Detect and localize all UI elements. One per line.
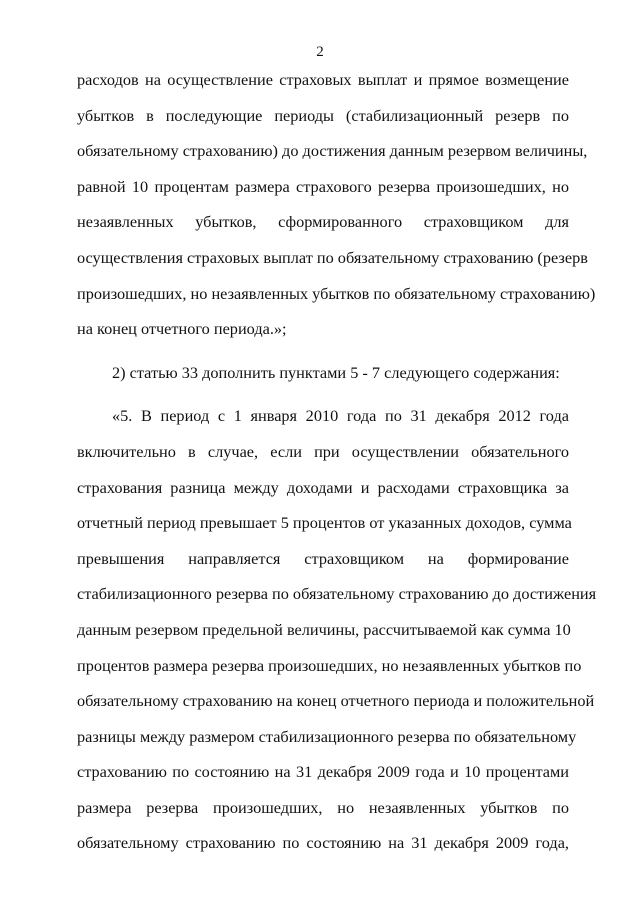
text-line: обязательному страхованию по состоянию на 31 декабря 2009 года,: [77, 833, 569, 853]
text-line: расходов на осуществление страховых выплат и прямое возмещение: [77, 70, 569, 89]
text-line: страхования разница между доходами и расходами страховщика за: [77, 477, 569, 497]
text-line: стабилизационного резерва по обязательному страхованию до достижения: [77, 584, 597, 604]
text-line: страхованию по состоянию на 31 декабря 2009 года и 10 процентами: [77, 762, 569, 782]
paragraph-first-line: 2) статью 33 дополнить пунктами 5 - 7 следующего содержания:: [112, 362, 560, 382]
document-body: [77, 62, 597, 861]
text-line: процентов размера резерва произошедших, но незаявленных убытков по: [77, 655, 582, 675]
text-line: на конец отчетного периода.»;: [77, 319, 287, 339]
text-line: разницы между размером стабилизационного резерва по обязательному: [77, 726, 577, 746]
text-line: превышения направляется страховщиком на формирование: [77, 548, 569, 568]
text-line: отчетный период превышает 5 процентов от указанных доходов, сумма: [77, 513, 572, 533]
text-line: незаявленных убытков, сформированного страховщиком для: [77, 212, 569, 232]
text-line: данным резервом предельной величины, рассчитываемой как сумма 10: [77, 619, 571, 639]
text-line: осуществления страховых выплат по обязательному страхованию (резерв: [77, 247, 588, 267]
text-line: обязательному страхованию) до достижения данным резервом величины,: [77, 141, 588, 161]
text-line: обязательному страхованию на конец отчетного периода и положительной: [77, 691, 595, 711]
page-number: 2: [316, 44, 324, 60]
text-line: произошедших, но незаявленных убытков по обязательному страхованию): [77, 283, 596, 303]
text-line: убытков в последующие периоды (стабилизационный резерв по: [77, 105, 569, 125]
paragraph-first-line: «5. В период с 1 января 2010 года по 31 декабря 2012 года: [112, 406, 569, 426]
text-line: включительно в случае, если при осуществлении обязательного: [77, 441, 569, 461]
text-line: равной 10 процентам размера страхового резерва произошедших, но: [77, 176, 569, 196]
text-line: размера резерва произошедших, но незаявленных убытков по: [77, 797, 569, 817]
